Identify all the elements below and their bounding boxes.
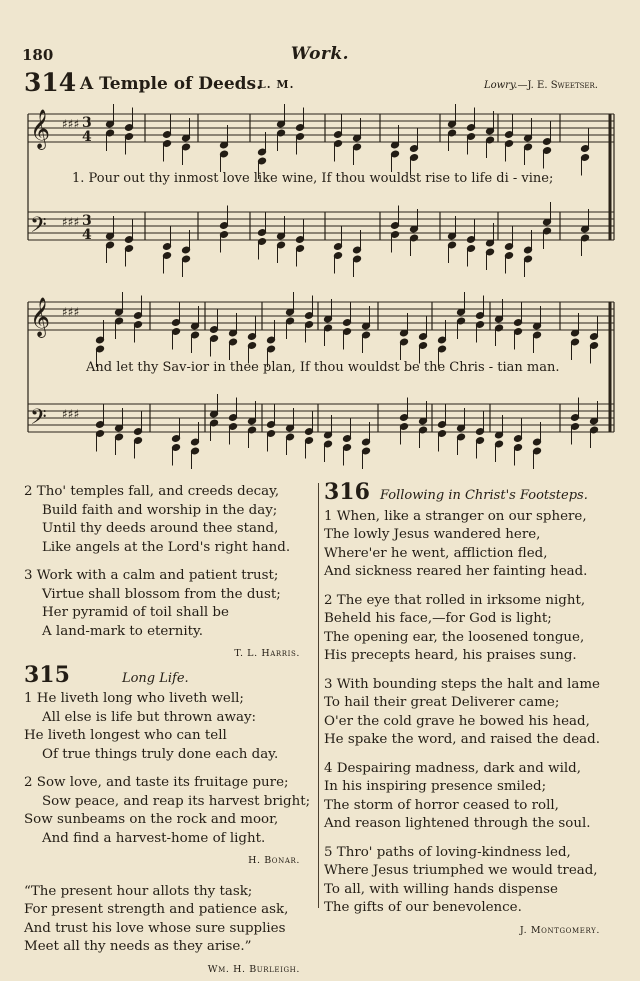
lyric-line-2: And let thy Sav-ior in thee plan, If thou wouldst be the Chris - tian man. — [86, 360, 560, 375]
stanza-316-5 — [324, 844, 614, 918]
hymn-314-number: 314 — [24, 68, 77, 97]
stanza-314-3 — [24, 567, 314, 641]
stanza-316-1 — [324, 508, 614, 582]
hymn-315-number: 315 — [24, 661, 70, 688]
hymn-314-meter: L. M. — [258, 78, 295, 91]
verse-line: He liveth longest who can tell — [24, 728, 227, 743]
verse-line: 1 He liveth long who liveth well; — [24, 691, 244, 706]
bass-clef-icon: 𝄢 — [30, 405, 47, 435]
bass-clef-icon: 𝄢 — [30, 213, 47, 243]
verse-line: 2 Sow love, and taste its fruitage pure; — [24, 775, 289, 790]
verse-line: Virtue shall blossom from the dust; — [42, 586, 281, 602]
stanza-316-3 — [324, 676, 614, 750]
verse-line: 2 Tho' temples fall, and creeds decay, — [24, 484, 280, 499]
verse-line: He spake the word, and raised the dead. — [324, 732, 600, 747]
verse-line: Her pyramid of toil shall be — [42, 605, 229, 620]
verse-line: And trust his love whose sure supplies — [24, 920, 286, 936]
key-signature-icon: ♯♯♯ — [62, 305, 80, 319]
stanza-315-2 — [24, 774, 314, 848]
verse-line: The lowly Jesus wandered here, — [324, 527, 541, 542]
treble-clef-icon: 𝄞 — [30, 109, 51, 149]
treble-clef-icon: 𝄞 — [30, 297, 51, 337]
verse-line: And sickness reared her fainting head. — [324, 564, 588, 579]
verse-line: Of true things truly done each day. — [42, 746, 279, 762]
key-signature-icon: ♯♯♯ — [62, 117, 80, 131]
hymn-316-heading — [324, 479, 614, 506]
verse-line: Where Jesus triumphed we would tread, — [324, 863, 598, 878]
time-signature-icon: 4 — [82, 129, 92, 145]
verse-line: “The present hour allots thy task; — [24, 883, 253, 899]
verse-line: To hail their great Deliverer came; — [324, 695, 560, 710]
bar-lines — [28, 114, 614, 432]
verse-line: And reason lightened through the soul. — [324, 816, 591, 831]
verse-line: In his inspiring presence smiled; — [324, 779, 547, 794]
stanza-315-3 — [24, 883, 314, 957]
verse-line: His precepts heard, his praises sung. — [324, 648, 577, 663]
verse-line: Build faith and worship in the day; — [42, 502, 278, 518]
stanza-316-4 — [324, 760, 614, 834]
note-heads — [95, 104, 598, 469]
author-315b: Wm. H. Burleigh. — [207, 963, 300, 975]
composer-name: Lowry.— — [483, 80, 528, 91]
time-signature-icon: 3 — [82, 115, 92, 131]
author-314: T. L. Harris. — [234, 648, 300, 659]
verse-line: Sow peace, and reap its harvest bright; — [42, 793, 311, 809]
right-column — [324, 479, 614, 942]
verse-line: For present strength and patience ask, — [24, 902, 289, 917]
verse-line: Where'er he went, affliction fled, — [324, 545, 548, 561]
hymn-315-title: Long Life. — [121, 670, 189, 686]
verse-line: 5 Thro' paths of loving-kindness led, — [324, 844, 571, 860]
author-315a: H. Bonar. — [248, 855, 300, 866]
hymn-316-number: 316 — [324, 479, 370, 505]
verse-line: The opening ear, the loosened tongue, — [324, 629, 585, 645]
key-signature-icon: ♯♯♯ — [62, 215, 80, 229]
clef-symbols — [30, 109, 92, 435]
verse-line: Like angels at the Lord's right hand. — [42, 539, 291, 555]
stanza-315-1 — [24, 690, 314, 764]
staff-lines — [28, 114, 614, 432]
verse-line: Sow sunbeams on the rock and moor, — [24, 812, 279, 827]
verse-line: Until thy deeds around thee stand, — [42, 521, 279, 536]
stanza-316-2 — [324, 592, 614, 666]
verse-line: 3 With bounding steps the halt and lame — [324, 676, 600, 692]
verse-line: Meet all thy needs as they arise.” — [24, 939, 252, 954]
verse-line: 1 When, like a stranger on our sphere, — [324, 508, 587, 524]
verse-line: O'er the cold grave he bowed his head, — [324, 713, 590, 729]
verse-line: The storm of horror ceased to roll, — [324, 797, 559, 813]
page-number: 180 — [22, 46, 54, 64]
music-score — [0, 0, 640, 480]
verse-line: All else is life but thrown away: — [42, 709, 257, 725]
verse-line: 3 Work with a calm and patient trust; — [24, 568, 279, 583]
hymn-316-title: Following in Christ's Footsteps. — [379, 488, 588, 503]
lyricist-name: J. E. Sweetser. — [527, 80, 598, 91]
running-head: Work. — [290, 44, 350, 64]
lyric-line-1: 1. Pour out thy inmost love like wine, If thou wouldst rise to life di - vine; — [72, 171, 554, 186]
verse-line: Beheld his face,—for God is light; — [324, 611, 552, 626]
key-signature-icon: ♯♯♯ — [62, 407, 80, 421]
verse-line: And find a harvest-home of light. — [42, 830, 266, 846]
left-column — [24, 483, 314, 981]
column-divider — [318, 483, 319, 908]
time-signature-icon: 3 — [82, 213, 92, 229]
hymn-314-title: A Temple of Deeds. — [80, 74, 263, 94]
verse-line: To all, with willing hands dispense — [324, 881, 558, 897]
author-316: J. Montgomery. — [519, 924, 600, 936]
verse-line: 4 Despairing madness, dark and wild, — [324, 760, 581, 776]
hymn-315-heading — [24, 661, 314, 689]
verse-line: A land-mark to eternity. — [42, 623, 204, 639]
verse-line: The gifts of our benevolence. — [324, 900, 522, 915]
stanza-314-2 — [24, 483, 314, 557]
verse-line: 2 The eye that rolled in irksome night, — [324, 592, 586, 608]
time-signature-icon: 4 — [82, 227, 92, 243]
